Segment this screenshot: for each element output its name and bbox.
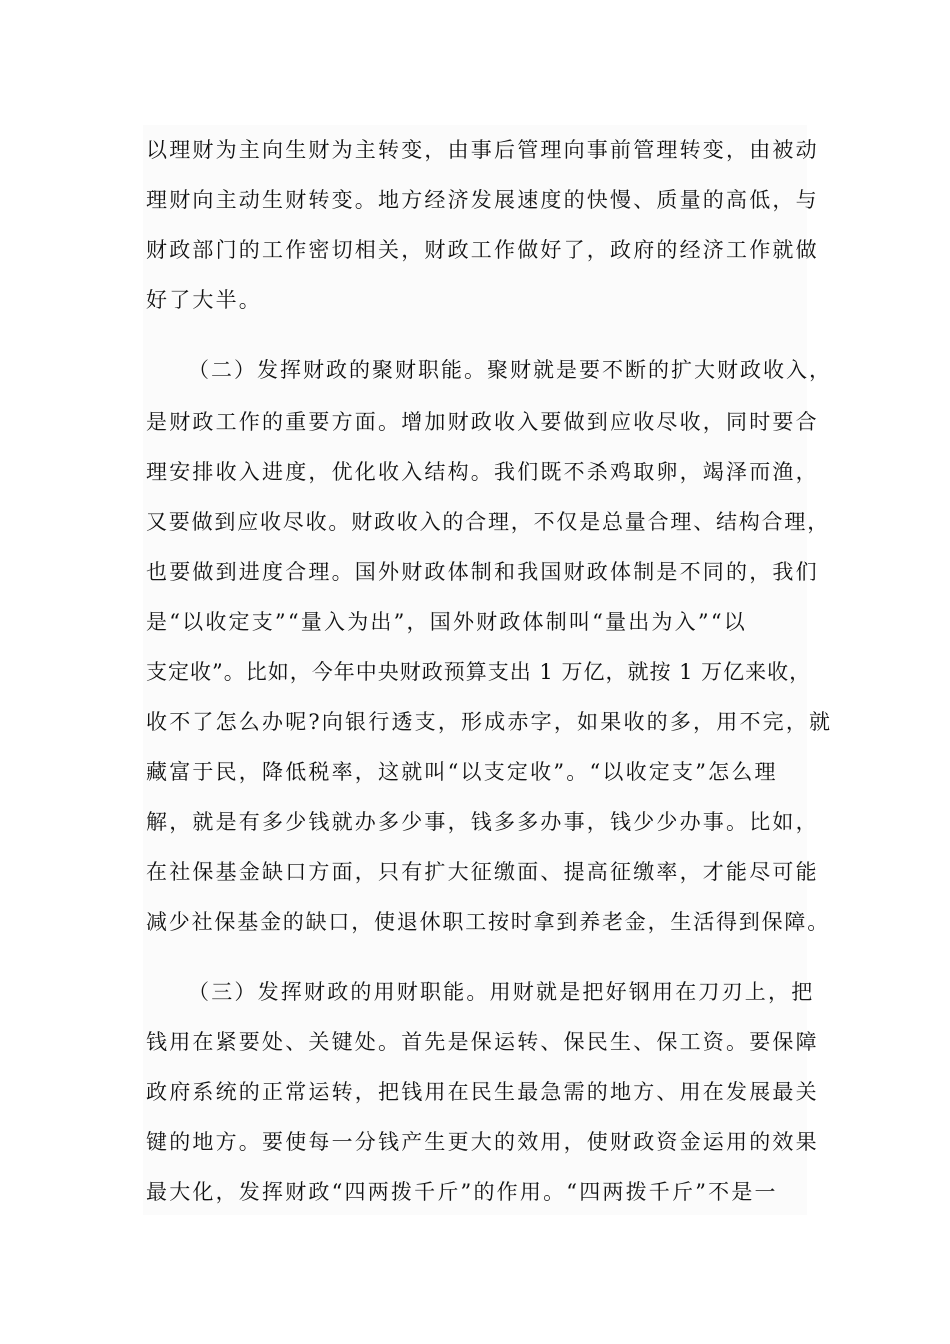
text-line: 钱用在紧要处、关键处。首先是保运转、保民生、保工资。要保障 xyxy=(146,1030,819,1054)
text-line: 最大化，发挥财政“四两拨千斤”的作用。“四两拨千斤”不是一 xyxy=(146,1180,778,1204)
text-line: 支定收”。比如，今年中央财政预算支出 1 万亿，就按 1 万亿来收， xyxy=(146,660,812,684)
text-line: 藏富于民，降低税率，这就叫“以支定收”。“以收定支”怎么理 xyxy=(146,760,778,784)
text-line: 也要做到进度合理。国外财政体制和我国财政体制是不同的，我们 xyxy=(146,560,819,584)
text-line: 财政部门的工作密切相关，财政工作做好了，政府的经济工作就做 xyxy=(146,238,819,262)
text-line: 政府系统的正常运转，把钱用在民生最急需的地方、用在发展最关 xyxy=(146,1080,819,1104)
text-line: 是“以收定支”“量入为出”，国外财政体制叫“量出为入”“以 xyxy=(146,610,747,634)
text-line: 好了大半。 xyxy=(146,288,262,312)
text-line: 以理财为主向生财为主转变，由事后管理向事前管理转变，由被动 xyxy=(146,138,819,162)
text-line: 键的地方。要使每一分钱产生更大的效用，使财政资金运用的效果 xyxy=(146,1130,819,1154)
text-line: 解，就是有多少钱就办多少事，钱多多办事，钱少少办事。比如， xyxy=(146,810,819,834)
text-line: 在社保基金缺口方面，只有扩大征缴面、提高征缴率，才能尽可能 xyxy=(146,860,819,884)
text-line: 是财政工作的重要方面。增加财政收入要做到应收尽收，同时要合 xyxy=(146,410,819,434)
text-line: （三）发挥财政的用财职能。用财就是把好钢用在刀刃上，把 xyxy=(188,980,815,1004)
text-line: 收不了怎么办呢?向银行透支，形成赤字，如果收的多，用不完，就 xyxy=(146,710,833,734)
text-line: 又要做到应收尽收。财政收入的合理，不仅是总量合理、结构合理， xyxy=(146,510,830,534)
text-line: 理安排收入进度，优化收入结构。我们既不杀鸡取卵，竭泽而渔， xyxy=(146,460,819,484)
text-line: （二）发挥财政的聚财职能。聚财就是要不断的扩大财政收入， xyxy=(188,358,832,382)
text-line: 理财向主动生财转变。地方经济发展速度的快慢、质量的高低，与 xyxy=(146,188,819,212)
text-line: 减少社保基金的缺口，使退休职工按时拿到养老金，生活得到保障。 xyxy=(146,910,830,934)
